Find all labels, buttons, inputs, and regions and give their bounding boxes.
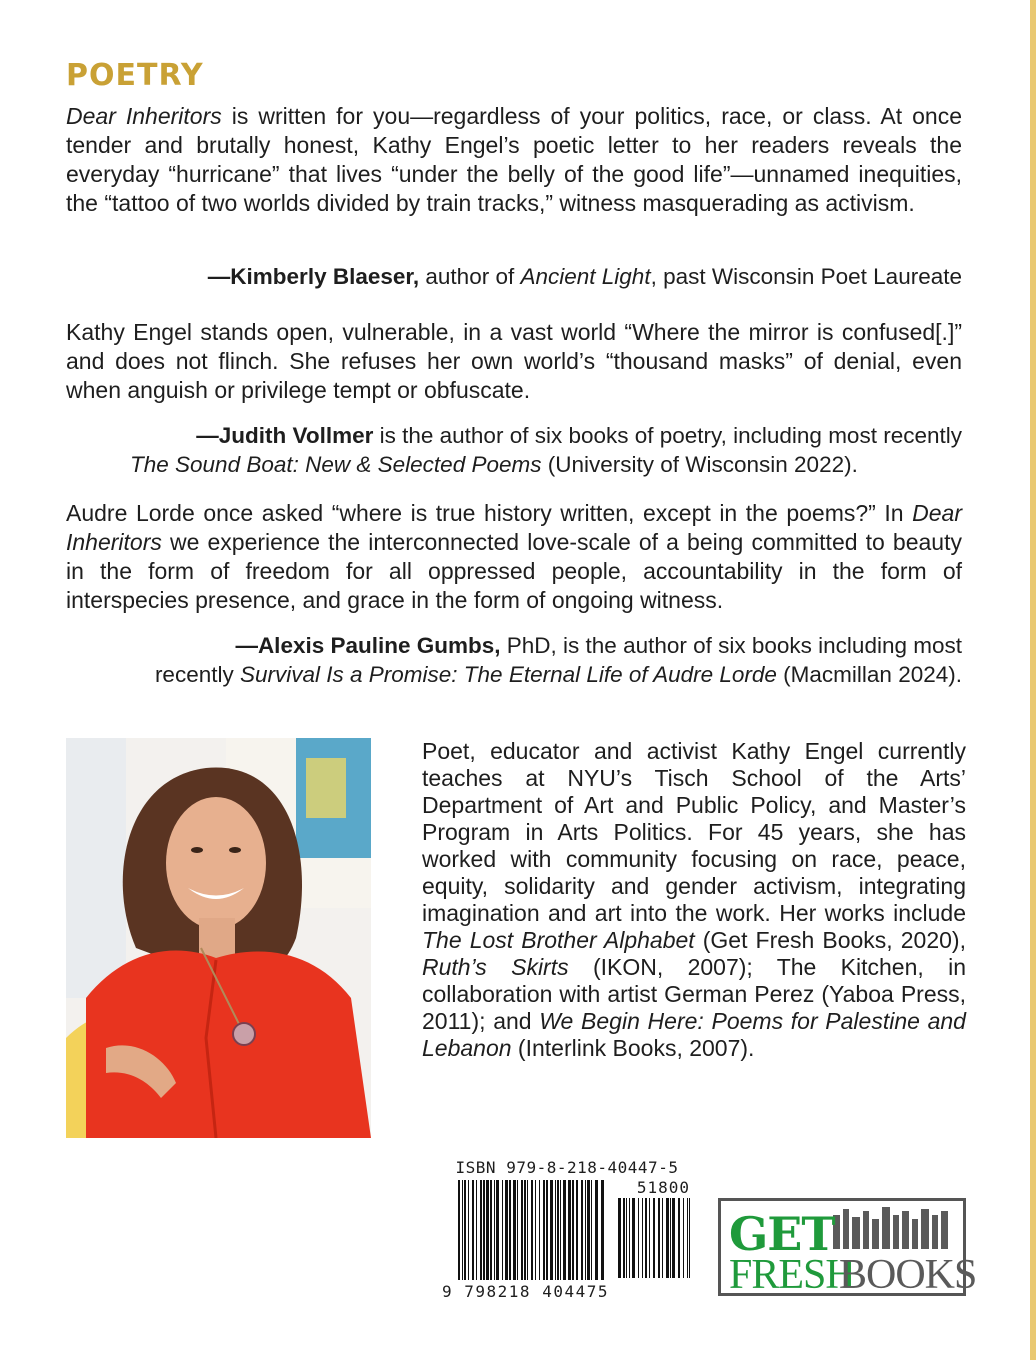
barcode-bar [486,1180,489,1280]
blurb-1 [66,102,962,218]
barcode-bar [490,1180,492,1280]
barcode-bar [632,1198,635,1278]
bio-work-2: Ruth’s Skirts [422,954,569,980]
attribution-2 [124,421,962,479]
author-photo [66,738,371,1138]
barcode-bar [546,1180,548,1280]
barcode-bar [629,1198,630,1278]
price-code: 51800 [636,1178,690,1197]
barcode-bar [587,1180,590,1280]
barcode-bar [472,1180,474,1280]
attribution-3-pre2: recently [154,662,240,687]
bio-part-2: (Get Fresh Books, 2020), [694,927,966,953]
barcode-bar [555,1180,556,1280]
attribution-3 [124,631,962,689]
barcode-bar [638,1198,639,1278]
barcode-bar [672,1198,675,1278]
attribution-1-post: , past Wisconsin Poet Laureate [650,264,962,289]
barcode-bar [494,1180,495,1280]
barcode-bar [576,1180,578,1280]
barcode-bar [535,1180,536,1280]
barcode-bar [560,1180,561,1280]
barcode-digits: 9 798218 404475 [442,1282,609,1301]
attribution-3-post: (Macmillan 2024). [776,662,962,687]
barcode-bar [642,1198,643,1278]
barcode-bar [563,1180,566,1280]
barcode-bar [601,1180,604,1280]
barcode-bar [521,1180,523,1280]
barcode-bar [683,1198,684,1278]
bio-work-1: The Lost Brother Alphabet [422,927,695,953]
barcode-bar [502,1180,503,1280]
attribution-2-work: The Sound Boat: New & Selected Poems [130,452,542,477]
barcode-bar [557,1180,559,1280]
barcode-bar [572,1180,574,1280]
attribution-1-dash: — [207,264,231,289]
barcode-bar [689,1198,690,1278]
barcode-bar [591,1180,592,1280]
attribution-3-pre: PhD, is the author of six books including most [500,633,962,658]
barcode-bar [666,1198,669,1278]
barcode-bar [462,1180,463,1280]
barcode-bar [468,1180,469,1280]
barcode-bar [618,1198,621,1278]
barcode-bar [524,1180,526,1280]
barcode-bar [527,1180,528,1280]
bio-part-1: Poet, educator and activist Kathy Engel currently teaches at NYU’s Tisch School of the Arts’ Department of Art and Public Policy, and Master’s Program in Arts Politics. For 45 years, she has worked with community focusing on race, peace, equity, solidarity and gender activism, integrating imagination and art into the work. Her works include [422,738,966,926]
barcode-bar [645,1198,647,1278]
blurb-1-text: is written for you—regardless of your politics, race, or class. At once tender and brutally honest, Kathy Engel’s poetic letter to her readers reveals the everyday “hurricane” that lives “under the belly of the good life”—unnamed inequities, the “tattoo of two worlds divided by train tracks,” witness masquerading as activism. [66,103,962,216]
barcode-bar [585,1180,586,1280]
barcode-bar [678,1198,680,1278]
author-bio [422,738,966,1062]
barcode-bar [505,1180,508,1280]
barcode-bar [670,1198,671,1278]
barcode-bar [581,1180,583,1280]
attribution-2-post: (University of Wisconsin 2022). [541,452,858,477]
barcode-bar [480,1180,482,1280]
barcode-bar [476,1180,477,1280]
attribution-1-work: Ancient Light [520,264,651,289]
barcode-bar [649,1198,650,1278]
barcode-bar [517,1180,518,1280]
barcode-bar [483,1180,485,1280]
barcode-bar [568,1180,571,1280]
attribution-3-name: Alexis Pauline Gumbs, [257,633,501,658]
barcode-bar [687,1198,688,1278]
bio-part-3: (IKON, 2007); The Kitchen, in collaboration with artist German Perez (Yaboa Press, 2011); and [422,954,967,1034]
logo-fresh: FRESH [729,1252,855,1298]
barcode-bar [543,1180,545,1280]
category-label: POETRY [66,58,204,93]
attribution-3-dash: — [235,633,258,658]
blurb-3 [66,499,962,615]
isbn-barcode [442,1158,692,1304]
attribution-1-pre: author of [419,264,521,289]
gold-edge-strip [1030,0,1036,1360]
blurb-3-text-b: we experience the interconnected love-scale of a being committed to beauty in the form of freedom for all oppressed people, accountability in the form of interspecies presence, and grace in the form of ongoing witness. [66,529,962,613]
barcode-bar [550,1180,553,1280]
barcode-bar [509,1180,511,1280]
attribution-2-dash: — [196,423,219,448]
barcode-bar [623,1198,625,1278]
attribution-2-pre: is the author of six books of poetry, including most recently [373,423,962,448]
blurb-3-text-a: Audre Lorde once asked “where is true history written, except in the poems?” In [66,500,913,526]
blurb-2: Kathy Engel stands open, vulnerable, in a vast world “Where the mirror is confused[.]” and does not flinch. She refuses her own world’s “thousand masks” of denial, even when anguish or privilege tempt or obfuscate. [66,319,962,403]
barcode-bar [662,1198,663,1278]
attribution-3-work: Survival Is a Promise: The Eternal Life of Audre Lorde [239,662,777,687]
barcode-bar [595,1180,598,1280]
blurb-1-title: Dear Inheritors [66,103,222,129]
publisher-logo [718,1198,977,1298]
barcode-bar [513,1180,516,1280]
logo-get: GET [729,1207,835,1261]
attribution-1 [124,262,962,291]
author-portrait-image [66,738,371,1138]
barcode-bar [464,1180,466,1280]
barcode-bar [458,1180,460,1280]
isbn-label: ISBN 979-8-218-40447-5 [455,1158,679,1177]
bio-work-3: We Begin Here: Poems for Palestine and Lebanon [422,1008,966,1061]
attribution-2-name: Judith Vollmer [218,423,374,448]
blurb-3-title: Dear Inheritors [66,500,962,555]
barcode-bar [496,1180,499,1280]
attribution-1-name: Kimberly Blaeser, [230,264,420,289]
logo-books: BOOKS [839,1252,977,1298]
bio-part-4: (Interlink Books, 2007). [511,1035,755,1061]
barcode-bar [653,1198,655,1278]
barcode-bar [539,1180,540,1280]
barcode-bar [658,1198,660,1278]
barcode-bar [626,1198,627,1278]
barcode-bar [531,1180,533,1280]
